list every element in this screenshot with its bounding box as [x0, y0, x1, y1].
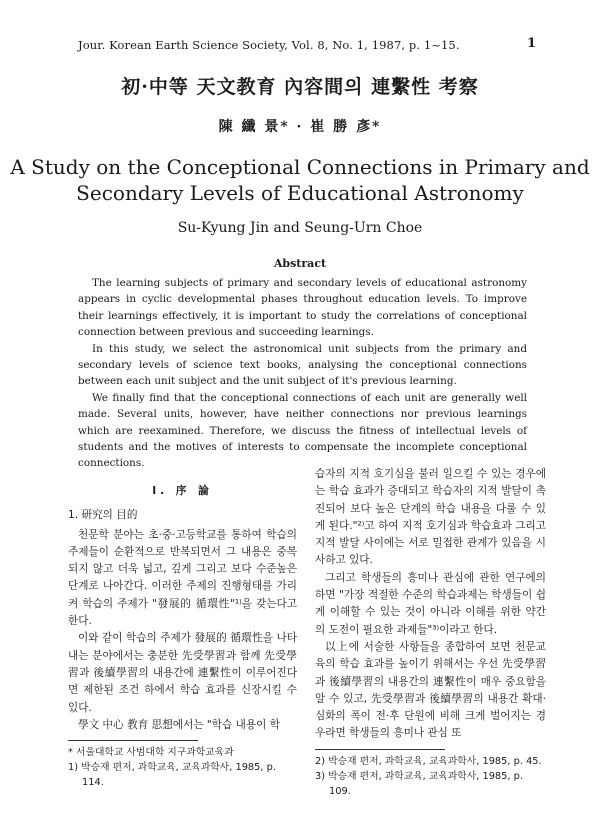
journal-citation: Jour. Korean Earth Science Society, Vol. 8, No. 1, 1987, p. 1~15.: [78, 38, 460, 52]
body-paragraph: 습자의 지적 호기심을 불러 일으킬 수 있는 경우에는 학습 효과가 증대되고 학습자의 지적 발달이 촉진되어 보다 높은 단계의 학습 내용을 다룰 수 있게 된다."²⁾고 하여 지적 호기심과 학습효과 그리고 지적 발달 사이에는 서로 밀접한 관계가 있음을 시사하고 있다.: [315, 468, 546, 567]
abstract-paragraph: In this study, we select the astronomical unit subjects from the primary and secondary levels of science text books, analysing the conceptional connections between each unit subject and the unit subject of it's previous learning.: [78, 342, 527, 388]
abstract-heading: Abstract: [273, 257, 327, 270]
abstract-body: [78, 275, 527, 472]
left-column: [68, 466, 297, 790]
english-title: A Study on the Conceptional Connections in Primary and Secondary Levels of Educational Astronomy: [10, 155, 590, 205]
page-number: 1: [527, 36, 537, 51]
section-heading: Ⅰ. 序 論: [152, 485, 213, 497]
body-paragraph: 學文 中心 教育 思想에서는 "학습 내용이 학: [78, 718, 280, 731]
abstract-paragraph: We finally find that the conceptional connections of each unit are generally well made. Several units, however, have neither connections nor previous learnings which are reexamined. Therefore, we discuss the fitness of intellectual levels of students and the motives of interests to compensate the incomplete conceptional connections.: [78, 391, 527, 470]
body-paragraph: 그리고 학생들의 흥미나 관심에 관한 연구에의하면 "가장 적절한 수준의 학습과제는 학생들이 쉽게 이해할 수 있는 것이 아니라 이해를 위한 약간의 도전이 필요한 과제들"³⁾이라고 한다.: [315, 571, 546, 636]
korean-title: 初·中等 天文教育 內容間의 連繫性 考察: [121, 76, 479, 98]
footnotes: [315, 754, 546, 799]
footnote: 2) 박승재 편저, 과학교육, 교육과학사, 1985, p. 45.: [315, 755, 542, 767]
abstract-paragraph: The learning subjects of primary and secondary levels of educational astronomy appears in cyclic developmental phases throughout education levels. To improve their learnings effectively, it is important to study the correlations of conceptional connection between previous and succeeding learnings.: [78, 277, 527, 339]
footnote: 3) 박승재 편저, 과학교육, 교육과학사, 1985, p. 109.: [315, 770, 523, 797]
body-paragraph: 이와 같이 학습의 주제가 發展的 循環性을 나타내는 분야에서는 충분한 先受學習과 함께 先受學習과 後續學習의 내용간에 連繫性이 이루어진다면 제한된 조건 하에서 학습 효과를 신장시킬 수 있다.: [68, 632, 297, 714]
footnote-divider: [68, 740, 198, 741]
body-paragraph: 천문학 분야는 초·중·고등학교를 통하여 학습의 주제들이 순환적으로 반복되면서 그 내용은 중복되지 않고 더욱 넓고, 깊게 그리고 보다 수준높은 단계로 나아간다. 이러한 주제의 진행형태를 가리켜 학습의 주제가 "發展的 循環性"¹⁾을 갖는다고 한다.: [68, 528, 297, 628]
korean-authors: 陳 纖 景* · 崔 勝 彥*: [218, 119, 382, 135]
footnote: * 서울대학교 사범대학 지구과학교육과: [68, 747, 234, 759]
body-paragraph: 以上에 서술한 사항들을 종합하여 보면 천문교육의 학습 효과를 높이기 위해서는 우선 先受學習과 後續學習의 내용간의 連繫性이 매우 중요함을 알 수 있고, 先受學習과 後續學習의 내용간 확대·심화의 폭이 전·후 단원에 비해 크게 벌어지는 경우라면 학생들의 흥미나 관심 또: [315, 640, 546, 740]
footnote: 1) 박승재 편저, 과학교육, 교육과학사, 1985, p. 114.: [68, 762, 276, 789]
right-column: [315, 466, 546, 799]
footnote-divider: [315, 749, 445, 750]
english-authors: Su-Kyung Jin and Seung-Urn Choe: [177, 220, 423, 236]
subsection-heading: 1. 研究의 目的: [68, 509, 138, 522]
footnotes: [68, 745, 297, 790]
